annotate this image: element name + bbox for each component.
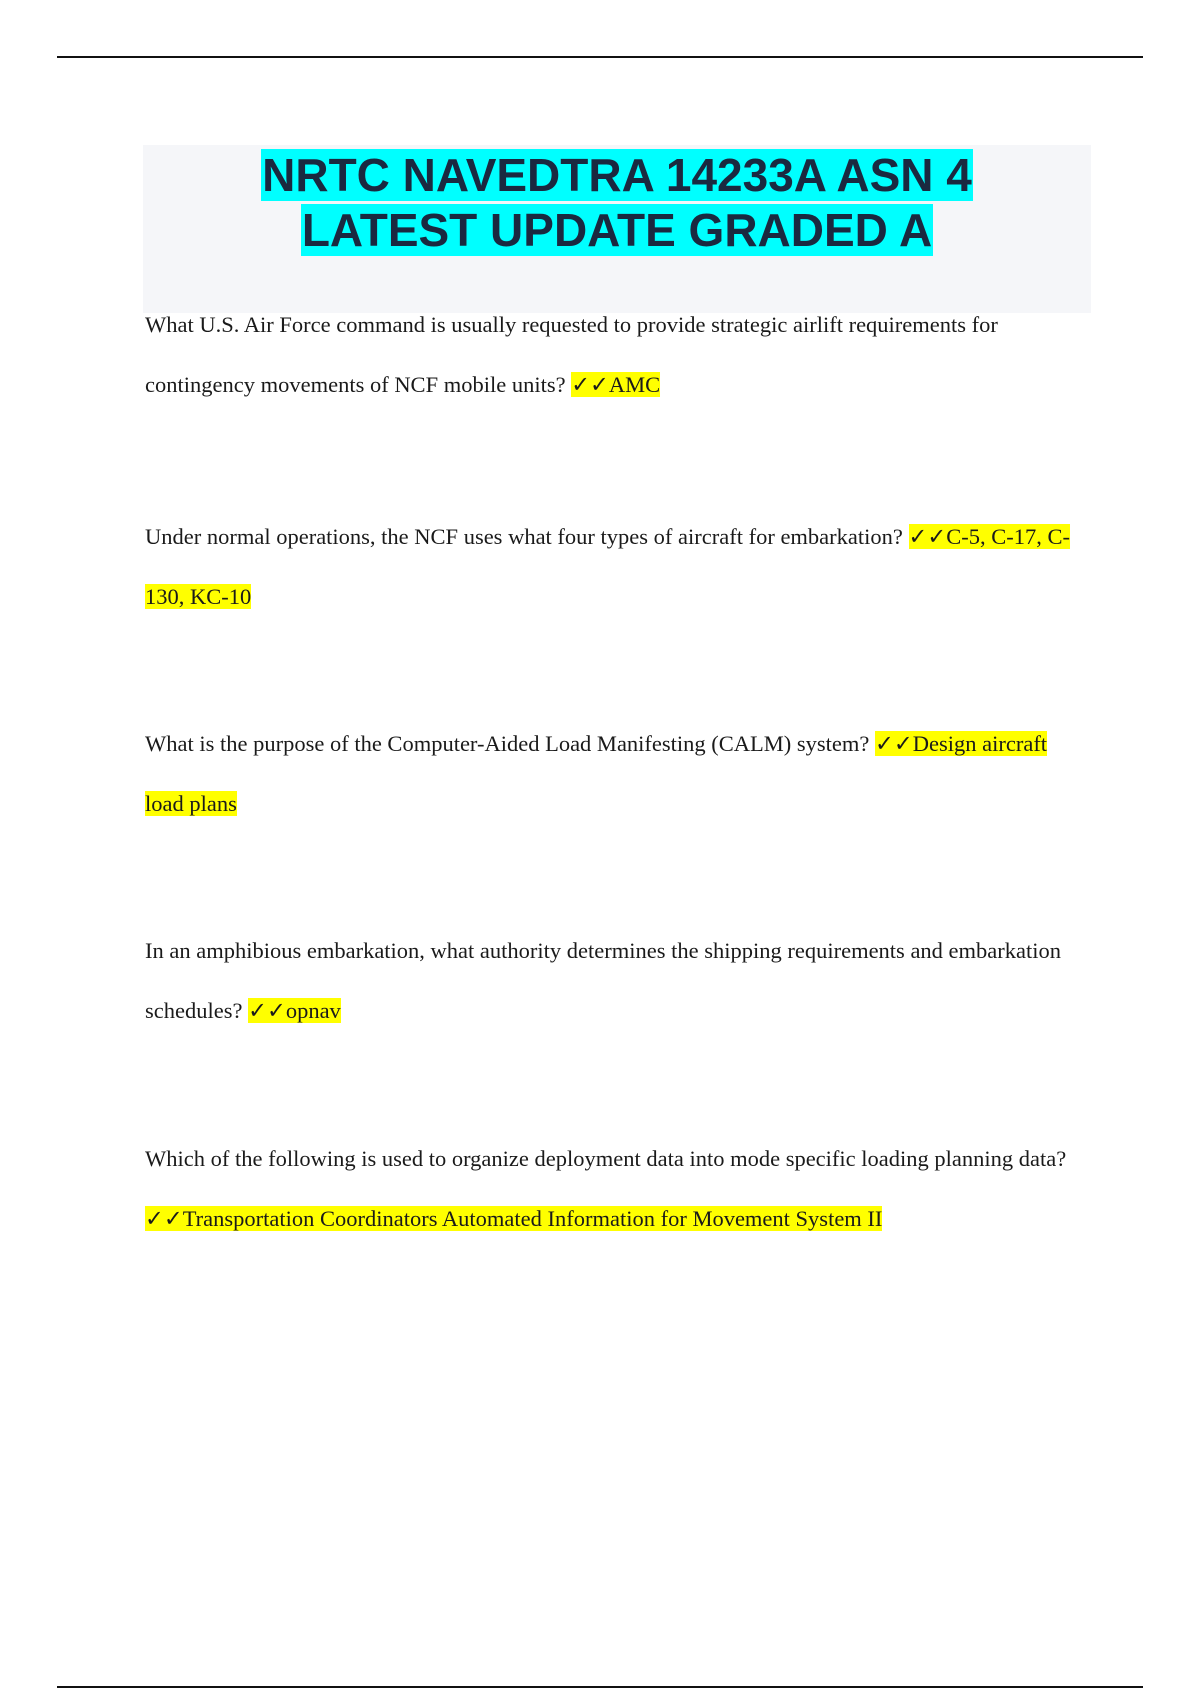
check-marks: ✓✓	[145, 1206, 183, 1231]
qa-item-2	[145, 507, 1090, 627]
question-text: Which of the following is used to organize deployment data into mode specific loading planning data?	[145, 1146, 1067, 1171]
header-rule	[57, 56, 1143, 58]
title-line-2: LATEST UPDATE GRADED A	[301, 204, 933, 256]
check-marks: ✓✓	[908, 524, 947, 549]
answer-text: opnav	[285, 998, 341, 1023]
answer-text: AMC	[608, 372, 661, 397]
answer-text: Design aircraft load plans	[145, 731, 1048, 816]
qa-item-1	[145, 295, 1090, 415]
question-text: In an amphibious embarkation, what authority determines the shipping requirements and embarkation schedules?	[145, 938, 1062, 1023]
check-marks: ✓✓	[248, 998, 286, 1023]
title-banner	[143, 145, 1091, 313]
document-title	[143, 145, 1091, 258]
question-text: What U.S. Air Force command is usually requested to provide strategic airlift requirements for contingency movements of NCF mobile units?	[145, 312, 998, 397]
question-text: What is the purpose of the Computer-Aided Load Manifesting (CALM) system?	[145, 731, 870, 756]
answer-highlight	[571, 372, 660, 397]
answer-text: Transportation Coordinators Automated Information for Movement System II	[182, 1206, 883, 1231]
check-marks: ✓✓	[875, 731, 913, 756]
qa-item-4	[145, 921, 1090, 1041]
question-text: Under normal operations, the NCF uses what four types of aircraft for embarkation?	[145, 524, 903, 549]
qa-item-3	[145, 714, 1090, 834]
answer-highlight	[145, 1206, 882, 1231]
qa-item-5	[145, 1129, 1090, 1249]
footer-rule	[57, 1686, 1143, 1688]
answer-highlight	[248, 998, 341, 1023]
check-marks: ✓✓	[571, 372, 609, 397]
answer-text: C-5, C-17, C-130, KC-10	[145, 524, 1070, 609]
title-line-1: NRTC NAVEDTRA 14233A ASN 4	[262, 149, 972, 201]
